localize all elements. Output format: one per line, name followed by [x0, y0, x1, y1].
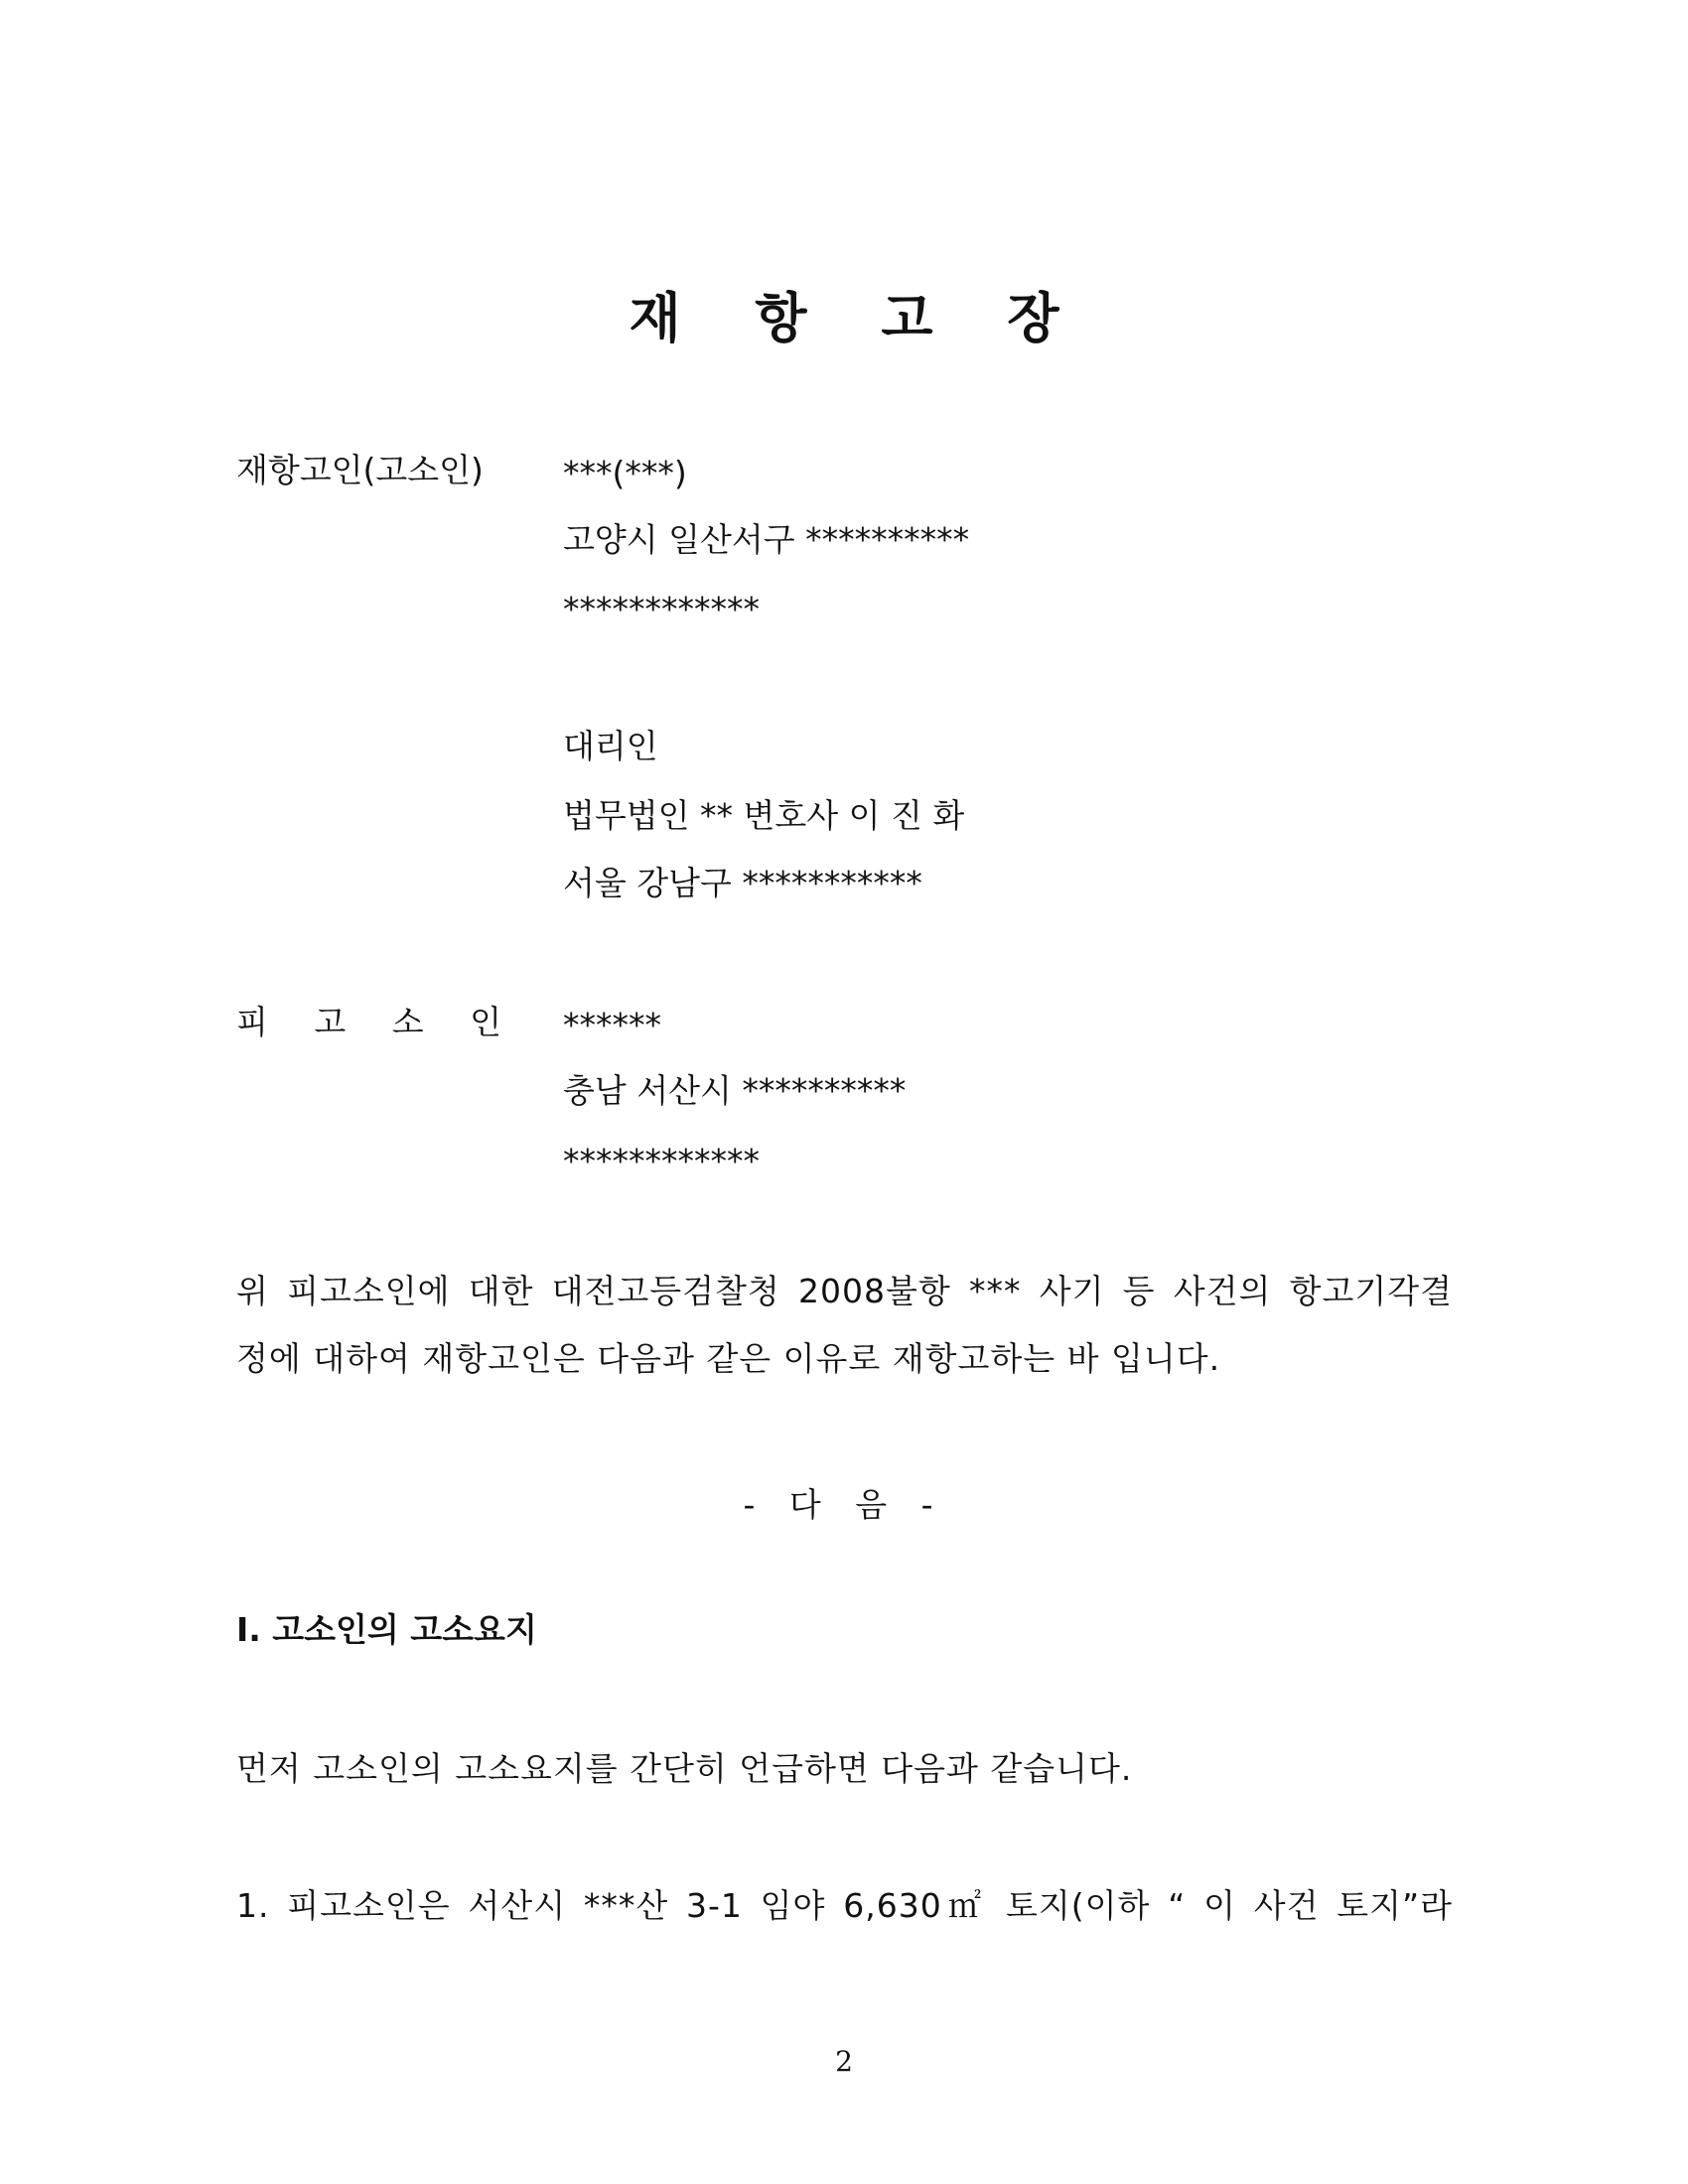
section1-item1: 1. 피고소인은 서산시 ***산 3-1 임야 6,630㎡ 토지(이하 “ 이 사건 토지”라: [236, 1886, 1453, 1925]
intro-line1: 위 피고소인에 대한 대전고등검찰청 2008불항 *** 사기 등 사건의 항고기각결: [236, 1272, 1453, 1310]
appellant-address-line1: 고양시 일산서구 **********: [563, 520, 970, 559]
appellant-label: 재항고인(고소인): [236, 451, 484, 489]
agent-address: 서울 강남구 ***********: [563, 864, 922, 902]
respondent-label: 피 고 소 인: [236, 1003, 519, 1041]
agent-label: 대리인: [563, 727, 658, 765]
page-number: 2: [835, 2045, 853, 2078]
section1-heading: Ⅰ. 고소인의 고소요지: [236, 1610, 537, 1649]
appellant-address-line2: ************: [563, 590, 760, 628]
respondent-name: ******: [563, 1006, 661, 1044]
section-divider: - 다 음 -: [743, 1485, 945, 1524]
document-title: 재 항 고 장: [629, 287, 1087, 349]
agent-firm: 법무법인 ** 변호사 이 진 화: [563, 796, 965, 835]
respondent-address-line1: 충남 서산시 **********: [563, 1071, 907, 1110]
intro-line2: 정에 대하여 재항고인은 다음과 같은 이유로 재항고하는 바 입니다.: [236, 1339, 1221, 1378]
section1-paragraph: 먼저 고소인의 고소요지를 간단히 언급하면 다음과 같습니다.: [236, 1749, 1133, 1788]
appellant-name: ***(***): [563, 454, 687, 492]
respondent-address-line2: ************: [563, 1142, 760, 1180]
